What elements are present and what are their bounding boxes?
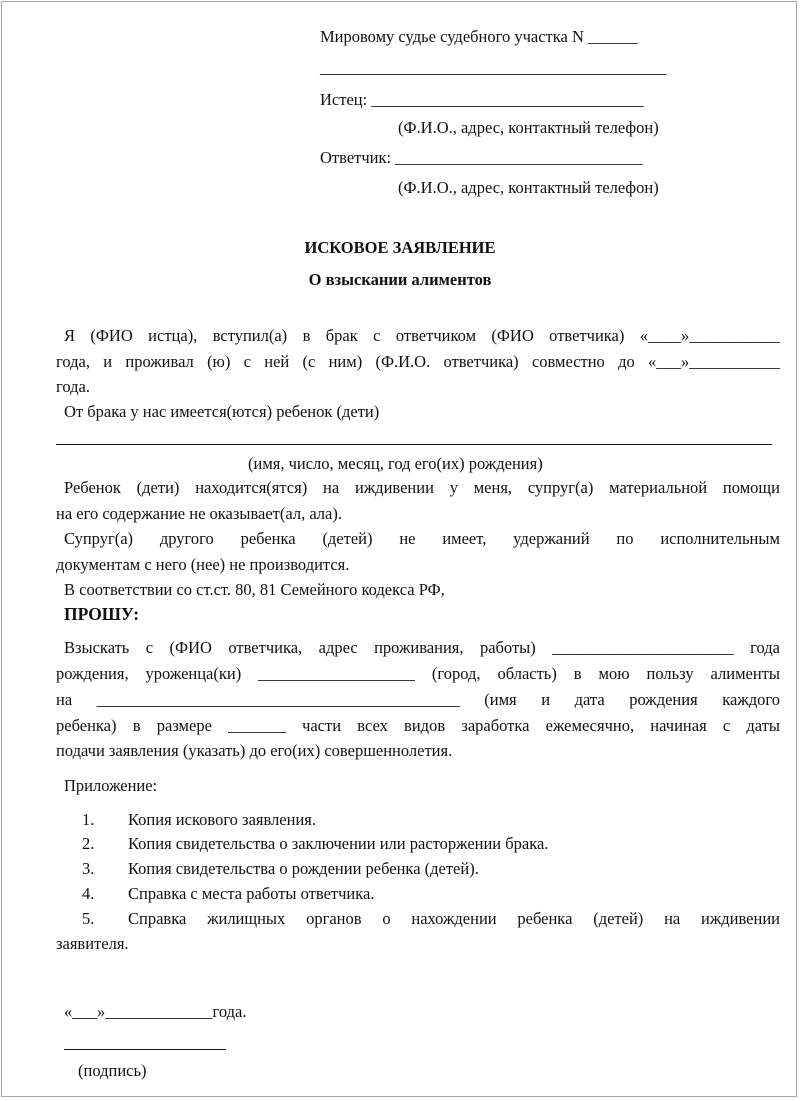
word: ежемесячно, bbox=[545, 716, 635, 735]
judge-line: Мировому судье судебного участка N ______ bbox=[320, 27, 638, 46]
word: на bbox=[664, 909, 681, 928]
word: в bbox=[573, 664, 582, 683]
word: совместно bbox=[531, 352, 605, 371]
word: имеет, bbox=[442, 529, 487, 548]
defendant-hint: (Ф.И.О., адрес, контактный телефон) bbox=[398, 178, 659, 197]
word: с bbox=[722, 716, 731, 735]
appendix-item-5-line-2: заявителя. bbox=[56, 934, 129, 953]
word: исполнительным bbox=[660, 529, 780, 548]
word: с bbox=[145, 638, 154, 657]
word: Взыскать bbox=[64, 638, 130, 657]
paragraph-2: От брака у нас имеется(ются) ребенок (дети) bbox=[64, 402, 380, 421]
word: даты bbox=[746, 716, 780, 735]
word: адрес bbox=[318, 638, 358, 657]
signature-line bbox=[64, 1049, 226, 1050]
word: (детей) bbox=[322, 529, 373, 548]
paragraph-1-line-2 bbox=[56, 352, 780, 372]
word: ответчиком bbox=[395, 326, 477, 345]
signature-hint: (подпись) bbox=[78, 1061, 147, 1080]
appendix-item-number: 4. bbox=[82, 884, 95, 903]
word: года bbox=[750, 638, 780, 657]
word: каждого bbox=[722, 690, 780, 709]
word: работы) bbox=[479, 638, 536, 657]
appendix-item-number: 2. bbox=[82, 834, 95, 853]
appendix-item-text: Копия свидетельства о рождении ребенка (детей). bbox=[128, 859, 479, 878]
word: видов bbox=[404, 716, 446, 735]
word: ___________________ bbox=[258, 664, 415, 683]
request-line-2 bbox=[56, 664, 780, 684]
paragraph-3-line-2: на его содержание не оказывает(ал, ала). bbox=[56, 504, 342, 523]
word: органов bbox=[306, 909, 362, 928]
word: дата bbox=[574, 690, 605, 709]
word: размере bbox=[156, 716, 212, 735]
word: _______ bbox=[228, 716, 286, 735]
word: ответчика, bbox=[228, 638, 303, 657]
appendix-item-5-line-1 bbox=[128, 909, 780, 929]
word: ребенка bbox=[517, 909, 573, 928]
word: Супруг(а) bbox=[64, 529, 134, 548]
word: на bbox=[323, 478, 340, 497]
word: «___»___________ bbox=[648, 352, 780, 371]
word: иждивении bbox=[354, 478, 434, 497]
word: о bbox=[382, 909, 391, 928]
children-blank-line bbox=[56, 444, 772, 445]
appendix-item-text: Справка с места работы ответчика. bbox=[128, 884, 375, 903]
word: на bbox=[56, 690, 73, 709]
paragraph-1-line-3: года. bbox=[56, 377, 90, 396]
word: нахождении bbox=[411, 909, 497, 928]
paragraph-1-line-1 bbox=[64, 326, 780, 346]
word: начиная bbox=[650, 716, 707, 735]
word: ____________________________________________ bbox=[96, 690, 460, 709]
word: ребенка bbox=[240, 529, 296, 548]
word: уроженца(ки) bbox=[145, 664, 242, 683]
word: ответчика) bbox=[443, 352, 519, 371]
document-page bbox=[1, 1, 797, 1097]
word: рождения bbox=[629, 690, 698, 709]
word: года, bbox=[56, 352, 90, 371]
word: не bbox=[399, 529, 416, 548]
judge-blank-line: __________________________________________ bbox=[320, 58, 667, 77]
appendix-heading: Приложение: bbox=[64, 776, 158, 795]
word: пользу bbox=[646, 664, 694, 683]
word: и bbox=[103, 352, 113, 371]
document-title: ИСКОВОЕ ЗАЯВЛЕНИЕ bbox=[304, 238, 496, 257]
word: другого bbox=[159, 529, 214, 548]
word: до bbox=[618, 352, 635, 371]
word: иждивении bbox=[701, 909, 780, 928]
paragraph-3-line-1 bbox=[64, 478, 780, 498]
paragraph-4-line-1 bbox=[64, 529, 780, 549]
word: (город, bbox=[431, 664, 481, 683]
word: ним) bbox=[328, 352, 363, 371]
word: у bbox=[449, 478, 458, 497]
word: и bbox=[541, 690, 551, 709]
word: с bbox=[243, 352, 251, 371]
paragraph-5: В соответствии со ст.ст. 80, 81 Семейного кодекса РФ, bbox=[64, 580, 445, 599]
request-line-1 bbox=[64, 638, 780, 658]
request-line-3 bbox=[56, 690, 780, 710]
word: (дети) bbox=[136, 478, 180, 497]
word: находится(ятся) bbox=[195, 478, 308, 497]
word: жилищных bbox=[207, 909, 286, 928]
word: по bbox=[616, 529, 634, 548]
word: проживал bbox=[125, 352, 194, 371]
word: материальной bbox=[609, 478, 708, 497]
word: Я bbox=[64, 326, 76, 345]
word: с bbox=[373, 326, 381, 345]
word: в bbox=[132, 716, 141, 735]
word: части bbox=[302, 716, 342, 735]
word: всех bbox=[357, 716, 388, 735]
word: удержаний bbox=[513, 529, 590, 548]
word: мою bbox=[598, 664, 630, 683]
document-subtitle: О взыскании алиментов bbox=[308, 270, 492, 289]
word: (ю) bbox=[207, 352, 231, 371]
appendix-item-number: 5. bbox=[82, 909, 95, 928]
word: заработка bbox=[461, 716, 530, 735]
word: меня, bbox=[473, 478, 513, 497]
appendix-item-text: Копия свидетельства о заключении или расторжении брака. bbox=[128, 834, 549, 853]
word: (Ф.И.О. bbox=[375, 352, 431, 371]
word: в bbox=[302, 326, 311, 345]
defendant-line: Ответчик: ______________________________ bbox=[320, 148, 643, 167]
word: брак bbox=[325, 326, 358, 345]
word: ребенка) bbox=[56, 716, 117, 735]
plaintiff-line: Истец: _________________________________ bbox=[320, 90, 644, 109]
word: супруг(а) bbox=[527, 478, 594, 497]
word: истца), bbox=[148, 326, 198, 345]
plaintiff-hint: (Ф.И.О., адрес, контактный телефон) bbox=[398, 118, 659, 137]
appendix-item-number: 1. bbox=[82, 810, 95, 829]
request-line-4 bbox=[56, 716, 780, 736]
word: помощи bbox=[722, 478, 780, 497]
word: алименты bbox=[710, 664, 780, 683]
word: ______________________ bbox=[552, 638, 734, 657]
word: область) bbox=[497, 664, 557, 683]
request-heading: ПРОШУ: bbox=[64, 604, 140, 624]
date-line: «___»_____________года. bbox=[64, 1002, 247, 1021]
word: (ФИО bbox=[169, 638, 212, 657]
word: вступил(а) bbox=[212, 326, 288, 345]
appendix-item-number: 3. bbox=[82, 859, 95, 878]
word: (имя bbox=[484, 690, 517, 709]
word: Справка bbox=[128, 909, 187, 928]
word: (ФИО bbox=[491, 326, 534, 345]
word: ответчика) bbox=[549, 326, 625, 345]
word: «____»___________ bbox=[639, 326, 780, 345]
paragraph-4-line-2: документам с него (нее) не производится. bbox=[56, 555, 350, 574]
word: проживания, bbox=[374, 638, 464, 657]
word: (ФИО bbox=[90, 326, 133, 345]
appendix-item-text: Копия искового заявления. bbox=[128, 810, 316, 829]
request-line-5: подачи заявления (указать) до его(их) совершеннолетия. bbox=[56, 741, 453, 760]
word: (детей) bbox=[593, 909, 644, 928]
word: рождения, bbox=[56, 664, 129, 683]
word: Ребенок bbox=[64, 478, 121, 497]
word: (с bbox=[302, 352, 316, 371]
word: ней bbox=[264, 352, 290, 371]
children-hint: (имя, число, месяц, год его(их) рождения) bbox=[248, 454, 543, 473]
